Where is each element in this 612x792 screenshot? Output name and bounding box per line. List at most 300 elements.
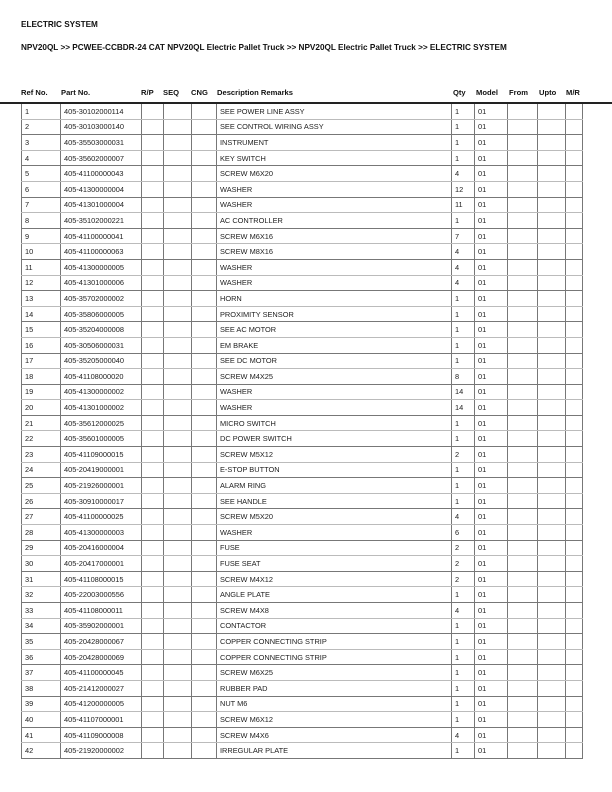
cell-cng bbox=[192, 415, 217, 431]
cell-ref-no: 16 bbox=[22, 337, 61, 353]
cell-qty: 2 bbox=[452, 571, 475, 587]
cell-part-no: 405-30910000017 bbox=[61, 493, 142, 509]
cell-qty: 1 bbox=[452, 119, 475, 135]
cell-rp bbox=[142, 571, 164, 587]
cell-mr bbox=[566, 680, 583, 696]
cell-seq bbox=[164, 665, 192, 681]
cell-cng bbox=[192, 587, 217, 603]
table-row bbox=[22, 649, 583, 665]
cell-qty: 12 bbox=[452, 181, 475, 197]
cell-mr bbox=[566, 665, 583, 681]
cell-upto bbox=[538, 275, 566, 291]
cell-seq bbox=[164, 618, 192, 634]
cell-upto bbox=[538, 166, 566, 182]
cell-part-no: 405-35204000008 bbox=[61, 322, 142, 338]
cell-upto bbox=[538, 197, 566, 213]
cell-description: SCREW M5X20 bbox=[217, 509, 452, 525]
cell-from bbox=[508, 369, 538, 385]
cell-mr bbox=[566, 649, 583, 665]
cell-part-no: 405-35806000005 bbox=[61, 306, 142, 322]
table-row bbox=[22, 119, 583, 135]
cell-seq bbox=[164, 587, 192, 603]
cell-upto bbox=[538, 400, 566, 416]
cell-seq bbox=[164, 525, 192, 541]
cell-upto bbox=[538, 306, 566, 322]
cell-from bbox=[508, 712, 538, 728]
cell-part-no: 405-30506000031 bbox=[61, 337, 142, 353]
cell-model: 01 bbox=[475, 743, 508, 759]
cell-description: FUSE bbox=[217, 540, 452, 556]
cell-cng bbox=[192, 353, 217, 369]
cell-seq bbox=[164, 181, 192, 197]
cell-ref-no: 20 bbox=[22, 400, 61, 416]
cell-description: WASHER bbox=[217, 259, 452, 275]
cell-description: WASHER bbox=[217, 525, 452, 541]
cell-model: 01 bbox=[475, 228, 508, 244]
cell-mr bbox=[566, 244, 583, 260]
cell-cng bbox=[192, 400, 217, 416]
cell-description: HORN bbox=[217, 291, 452, 307]
cell-seq bbox=[164, 337, 192, 353]
cell-rp bbox=[142, 384, 164, 400]
cell-ref-no: 19 bbox=[22, 384, 61, 400]
cell-cng bbox=[192, 291, 217, 307]
cell-part-no: 405-41300000005 bbox=[61, 259, 142, 275]
cell-rp bbox=[142, 306, 164, 322]
table-row bbox=[22, 291, 583, 307]
cell-seq bbox=[164, 556, 192, 572]
cell-cng bbox=[192, 384, 217, 400]
cell-upto bbox=[538, 322, 566, 338]
cell-part-no: 405-41301000002 bbox=[61, 400, 142, 416]
cell-mr bbox=[566, 384, 583, 400]
cell-from bbox=[508, 197, 538, 213]
cell-description: ALARM RING bbox=[217, 478, 452, 494]
cell-description: WASHER bbox=[217, 181, 452, 197]
table-row bbox=[22, 696, 583, 712]
cell-ref-no: 37 bbox=[22, 665, 61, 681]
cell-model: 01 bbox=[475, 509, 508, 525]
cell-rp bbox=[142, 743, 164, 759]
table-row bbox=[22, 680, 583, 696]
cell-cng bbox=[192, 197, 217, 213]
cell-description: SEE AC MOTOR bbox=[217, 322, 452, 338]
cell-from bbox=[508, 275, 538, 291]
table-row bbox=[22, 743, 583, 759]
cell-from bbox=[508, 337, 538, 353]
cell-upto bbox=[538, 213, 566, 229]
cell-qty: 4 bbox=[452, 244, 475, 260]
cell-model: 01 bbox=[475, 493, 508, 509]
table-row bbox=[22, 197, 583, 213]
cell-upto bbox=[538, 665, 566, 681]
cell-from bbox=[508, 618, 538, 634]
cell-upto bbox=[538, 384, 566, 400]
cell-seq bbox=[164, 150, 192, 166]
cell-part-no: 405-41100000041 bbox=[61, 228, 142, 244]
cell-qty: 2 bbox=[452, 447, 475, 463]
cell-seq bbox=[164, 493, 192, 509]
cell-ref-no: 40 bbox=[22, 712, 61, 728]
cell-qty: 4 bbox=[452, 259, 475, 275]
cell-cng bbox=[192, 104, 217, 119]
cell-qty: 1 bbox=[452, 665, 475, 681]
cell-mr bbox=[566, 447, 583, 463]
cell-description: RUBBER PAD bbox=[217, 680, 452, 696]
cell-cng bbox=[192, 119, 217, 135]
cell-from bbox=[508, 415, 538, 431]
cell-upto bbox=[538, 228, 566, 244]
cell-cng bbox=[192, 556, 217, 572]
cell-ref-no: 24 bbox=[22, 462, 61, 478]
cell-part-no: 405-30103000140 bbox=[61, 119, 142, 135]
cell-from bbox=[508, 353, 538, 369]
cell-qty: 1 bbox=[452, 337, 475, 353]
cell-cng bbox=[192, 337, 217, 353]
cell-description: SCREW M5X12 bbox=[217, 447, 452, 463]
cell-model: 01 bbox=[475, 540, 508, 556]
cell-ref-no: 5 bbox=[22, 166, 61, 182]
cell-model: 01 bbox=[475, 415, 508, 431]
cell-from bbox=[508, 509, 538, 525]
cell-description: SCREW M6X20 bbox=[217, 166, 452, 182]
cell-rp bbox=[142, 119, 164, 135]
cell-upto bbox=[538, 478, 566, 494]
table-row bbox=[22, 462, 583, 478]
cell-description: SEE DC MOTOR bbox=[217, 353, 452, 369]
table-header bbox=[0, 88, 612, 100]
cell-cng bbox=[192, 462, 217, 478]
table-row bbox=[22, 166, 583, 182]
cell-seq bbox=[164, 603, 192, 619]
cell-description: SCREW M6X16 bbox=[217, 228, 452, 244]
cell-rp bbox=[142, 244, 164, 260]
cell-rp bbox=[142, 712, 164, 728]
cell-mr bbox=[566, 135, 583, 151]
cell-part-no: 405-35601000005 bbox=[61, 431, 142, 447]
cell-qty: 14 bbox=[452, 400, 475, 416]
table-row bbox=[22, 525, 583, 541]
cell-mr bbox=[566, 322, 583, 338]
cell-seq bbox=[164, 322, 192, 338]
cell-part-no: 405-35602000007 bbox=[61, 150, 142, 166]
cell-qty: 1 bbox=[452, 150, 475, 166]
cell-upto bbox=[538, 369, 566, 385]
cell-mr bbox=[566, 197, 583, 213]
cell-ref-no: 3 bbox=[22, 135, 61, 151]
cell-seq bbox=[164, 743, 192, 759]
parts-table bbox=[21, 104, 583, 759]
cell-part-no: 405-41200000005 bbox=[61, 696, 142, 712]
cell-part-no: 405-41108000011 bbox=[61, 603, 142, 619]
table-row bbox=[22, 306, 583, 322]
cell-cng bbox=[192, 727, 217, 743]
cell-description: SCREW M6X25 bbox=[217, 665, 452, 681]
cell-ref-no: 41 bbox=[22, 727, 61, 743]
cell-cng bbox=[192, 696, 217, 712]
cell-seq bbox=[164, 712, 192, 728]
cell-description: MICRO SWITCH bbox=[217, 415, 452, 431]
cell-description: WASHER bbox=[217, 384, 452, 400]
cell-mr bbox=[566, 150, 583, 166]
cell-from bbox=[508, 447, 538, 463]
cell-description: COPPER CONNECTING STRIP bbox=[217, 649, 452, 665]
cell-cng bbox=[192, 493, 217, 509]
cell-from bbox=[508, 291, 538, 307]
cell-seq bbox=[164, 213, 192, 229]
cell-part-no: 405-35612000025 bbox=[61, 415, 142, 431]
cell-model: 01 bbox=[475, 306, 508, 322]
cell-ref-no: 25 bbox=[22, 478, 61, 494]
header-part-no: Part No. bbox=[61, 88, 91, 97]
cell-mr bbox=[566, 119, 583, 135]
cell-part-no: 405-35702000002 bbox=[61, 291, 142, 307]
cell-upto bbox=[538, 727, 566, 743]
cell-cng bbox=[192, 743, 217, 759]
cell-ref-no: 15 bbox=[22, 322, 61, 338]
cell-mr bbox=[566, 556, 583, 572]
cell-mr bbox=[566, 337, 583, 353]
cell-mr bbox=[566, 571, 583, 587]
cell-ref-no: 22 bbox=[22, 431, 61, 447]
cell-cng bbox=[192, 603, 217, 619]
cell-part-no: 405-30102000114 bbox=[61, 104, 142, 119]
cell-model: 01 bbox=[475, 634, 508, 650]
cell-cng bbox=[192, 665, 217, 681]
cell-model: 01 bbox=[475, 213, 508, 229]
cell-qty: 1 bbox=[452, 618, 475, 634]
cell-upto bbox=[538, 244, 566, 260]
cell-part-no: 405-22003000556 bbox=[61, 587, 142, 603]
cell-mr bbox=[566, 540, 583, 556]
cell-ref-no: 34 bbox=[22, 618, 61, 634]
cell-from bbox=[508, 119, 538, 135]
cell-qty: 2 bbox=[452, 540, 475, 556]
cell-model: 01 bbox=[475, 478, 508, 494]
cell-ref-no: 8 bbox=[22, 213, 61, 229]
cell-model: 01 bbox=[475, 665, 508, 681]
cell-rp bbox=[142, 478, 164, 494]
cell-model: 01 bbox=[475, 244, 508, 260]
cell-cng bbox=[192, 680, 217, 696]
cell-seq bbox=[164, 353, 192, 369]
cell-ref-no: 7 bbox=[22, 197, 61, 213]
cell-from bbox=[508, 665, 538, 681]
cell-upto bbox=[538, 680, 566, 696]
header-seq: SEQ bbox=[163, 88, 180, 97]
cell-qty: 1 bbox=[452, 649, 475, 665]
cell-from bbox=[508, 400, 538, 416]
cell-model: 01 bbox=[475, 150, 508, 166]
cell-from bbox=[508, 244, 538, 260]
table-row bbox=[22, 135, 583, 151]
cell-qty: 6 bbox=[452, 525, 475, 541]
cell-upto bbox=[538, 119, 566, 135]
cell-ref-no: 9 bbox=[22, 228, 61, 244]
cell-from bbox=[508, 743, 538, 759]
cell-rp bbox=[142, 181, 164, 197]
cell-model: 01 bbox=[475, 259, 508, 275]
cell-rp bbox=[142, 634, 164, 650]
cell-model: 01 bbox=[475, 275, 508, 291]
cell-rp bbox=[142, 493, 164, 509]
cell-mr bbox=[566, 603, 583, 619]
header-qty: Qty bbox=[453, 88, 466, 97]
cell-rp bbox=[142, 556, 164, 572]
cell-qty: 1 bbox=[452, 135, 475, 151]
cell-seq bbox=[164, 478, 192, 494]
table-row bbox=[22, 400, 583, 416]
cell-mr bbox=[566, 228, 583, 244]
table-row bbox=[22, 369, 583, 385]
cell-mr bbox=[566, 525, 583, 541]
cell-cng bbox=[192, 213, 217, 229]
cell-qty: 1 bbox=[452, 493, 475, 509]
cell-qty: 4 bbox=[452, 275, 475, 291]
cell-description: EM BRAKE bbox=[217, 337, 452, 353]
header-rp: R/P bbox=[141, 88, 154, 97]
cell-upto bbox=[538, 649, 566, 665]
cell-ref-no: 14 bbox=[22, 306, 61, 322]
cell-seq bbox=[164, 696, 192, 712]
cell-from bbox=[508, 166, 538, 182]
table-row bbox=[22, 259, 583, 275]
cell-from bbox=[508, 259, 538, 275]
cell-upto bbox=[538, 540, 566, 556]
cell-description: PROXIMITY SENSOR bbox=[217, 306, 452, 322]
cell-part-no: 405-41301000004 bbox=[61, 197, 142, 213]
header-from: From bbox=[509, 88, 528, 97]
cell-upto bbox=[538, 634, 566, 650]
cell-ref-no: 6 bbox=[22, 181, 61, 197]
cell-seq bbox=[164, 680, 192, 696]
cell-from bbox=[508, 556, 538, 572]
cell-description: INSTRUMENT bbox=[217, 135, 452, 151]
cell-from bbox=[508, 603, 538, 619]
cell-part-no: 405-41100000043 bbox=[61, 166, 142, 182]
cell-part-no: 405-20416000004 bbox=[61, 540, 142, 556]
cell-qty: 1 bbox=[452, 462, 475, 478]
cell-mr bbox=[566, 415, 583, 431]
cell-rp bbox=[142, 415, 164, 431]
cell-upto bbox=[538, 104, 566, 119]
cell-upto bbox=[538, 135, 566, 151]
cell-from bbox=[508, 181, 538, 197]
cell-upto bbox=[538, 259, 566, 275]
cell-model: 01 bbox=[475, 353, 508, 369]
cell-qty: 1 bbox=[452, 680, 475, 696]
cell-part-no: 405-35902000001 bbox=[61, 618, 142, 634]
cell-mr bbox=[566, 509, 583, 525]
cell-rp bbox=[142, 727, 164, 743]
table-row bbox=[22, 665, 583, 681]
cell-upto bbox=[538, 587, 566, 603]
cell-upto bbox=[538, 603, 566, 619]
cell-rp bbox=[142, 603, 164, 619]
cell-ref-no: 13 bbox=[22, 291, 61, 307]
cell-upto bbox=[538, 150, 566, 166]
cell-seq bbox=[164, 291, 192, 307]
cell-mr bbox=[566, 213, 583, 229]
cell-mr bbox=[566, 743, 583, 759]
cell-description: ANGLE PLATE bbox=[217, 587, 452, 603]
cell-ref-no: 42 bbox=[22, 743, 61, 759]
cell-upto bbox=[538, 525, 566, 541]
cell-upto bbox=[538, 618, 566, 634]
cell-cng bbox=[192, 275, 217, 291]
cell-upto bbox=[538, 415, 566, 431]
cell-description: WASHER bbox=[217, 400, 452, 416]
cell-seq bbox=[164, 197, 192, 213]
cell-mr bbox=[566, 727, 583, 743]
cell-ref-no: 1 bbox=[22, 104, 61, 119]
cell-description: SEE POWER LINE ASSY bbox=[217, 104, 452, 119]
cell-rp bbox=[142, 400, 164, 416]
header-model: Model bbox=[476, 88, 498, 97]
cell-description: E-STOP BUTTON bbox=[217, 462, 452, 478]
cell-rp bbox=[142, 618, 164, 634]
cell-upto bbox=[538, 696, 566, 712]
cell-description: SEE CONTROL WIRING ASSY bbox=[217, 119, 452, 135]
cell-cng bbox=[192, 166, 217, 182]
cell-rp bbox=[142, 680, 164, 696]
cell-seq bbox=[164, 135, 192, 151]
cell-mr bbox=[566, 275, 583, 291]
breadcrumb: NPV20QL >> PCWEE-CCBDR-24 CAT NPV20QL Electric Pallet Truck >> NPV20QL Electric Pallet Truck >> ELECTRIC SYSTEM bbox=[21, 43, 507, 52]
cell-ref-no: 10 bbox=[22, 244, 61, 260]
cell-model: 01 bbox=[475, 556, 508, 572]
cell-rp bbox=[142, 540, 164, 556]
cell-from bbox=[508, 306, 538, 322]
cell-from bbox=[508, 135, 538, 151]
cell-rp bbox=[142, 665, 164, 681]
cell-qty: 1 bbox=[452, 743, 475, 759]
table-row bbox=[22, 181, 583, 197]
cell-rp bbox=[142, 353, 164, 369]
cell-qty: 1 bbox=[452, 104, 475, 119]
table-row bbox=[22, 150, 583, 166]
cell-seq bbox=[164, 244, 192, 260]
cell-ref-no: 12 bbox=[22, 275, 61, 291]
cell-upto bbox=[538, 431, 566, 447]
cell-qty: 14 bbox=[452, 384, 475, 400]
cell-qty: 1 bbox=[452, 587, 475, 603]
cell-rp bbox=[142, 509, 164, 525]
cell-cng bbox=[192, 322, 217, 338]
cell-model: 01 bbox=[475, 431, 508, 447]
cell-description: SCREW M4X12 bbox=[217, 571, 452, 587]
cell-model: 01 bbox=[475, 369, 508, 385]
cell-seq bbox=[164, 431, 192, 447]
cell-seq bbox=[164, 649, 192, 665]
cell-cng bbox=[192, 478, 217, 494]
table-row bbox=[22, 727, 583, 743]
cell-cng bbox=[192, 244, 217, 260]
cell-rp bbox=[142, 228, 164, 244]
cell-ref-no: 2 bbox=[22, 119, 61, 135]
cell-ref-no: 38 bbox=[22, 680, 61, 696]
cell-model: 01 bbox=[475, 525, 508, 541]
cell-ref-no: 31 bbox=[22, 571, 61, 587]
cell-model: 01 bbox=[475, 104, 508, 119]
header-mr: M/R bbox=[566, 88, 580, 97]
cell-model: 01 bbox=[475, 587, 508, 603]
cell-rp bbox=[142, 166, 164, 182]
cell-part-no: 405-41109000008 bbox=[61, 727, 142, 743]
table-row bbox=[22, 384, 583, 400]
cell-mr bbox=[566, 166, 583, 182]
table-row bbox=[22, 587, 583, 603]
